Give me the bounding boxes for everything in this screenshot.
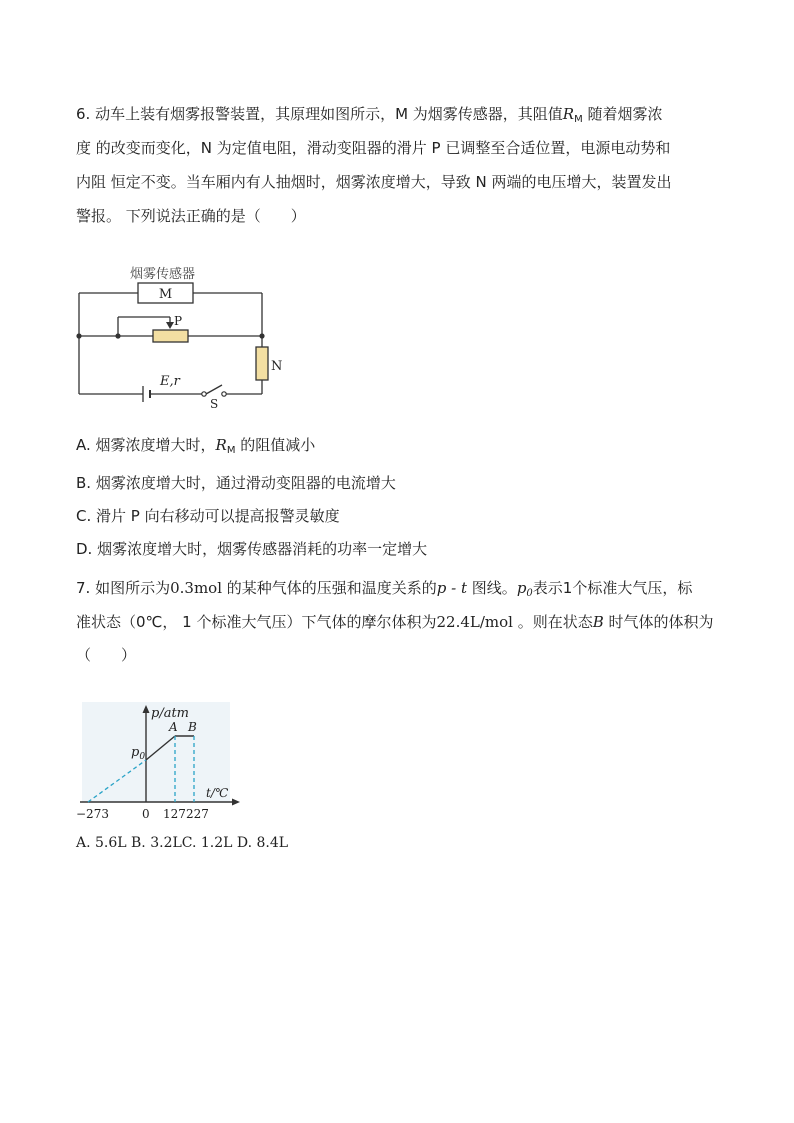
q6-line-4: 警报。 下列说法正确的是（ ）	[76, 207, 306, 225]
q6-line-1	[76, 104, 663, 130]
n-label: N	[271, 359, 283, 374]
circuit-diagram	[70, 258, 283, 411]
tick-neg273: −273	[76, 807, 109, 821]
rheostat	[153, 330, 188, 342]
rm-symbol: R	[215, 436, 227, 454]
q7-text: 7. 如图所示为	[76, 579, 171, 597]
q7-amount: 0.3mol	[170, 579, 223, 597]
point-b-label: B	[188, 720, 197, 734]
q7-text: 图线。	[467, 579, 517, 597]
tick-227: 227	[186, 807, 209, 821]
q7-text: 时气体的体积为	[603, 613, 714, 631]
rm-symbol: R	[562, 105, 575, 123]
q7-options: A. 5.6L B. 3.2LC. 1.2L D. 8.4L	[76, 835, 289, 851]
q7-text: 表示1个标准大气压，标	[532, 579, 693, 597]
m-label: M	[158, 287, 173, 302]
q7-line-3: （ ）	[76, 646, 137, 664]
option-a-text: 的阻值减小	[235, 436, 316, 454]
pt-graph	[72, 698, 252, 826]
q6-option-b: B. 烟雾浓度增大时，通过滑动变阻器的电流增大	[76, 474, 396, 492]
q6-option-a	[76, 435, 315, 461]
q7-line-1	[76, 578, 692, 604]
s-label: S	[210, 397, 219, 411]
p0-subscript: 0	[526, 588, 533, 599]
y-axis-label: p/atm	[151, 706, 190, 721]
p-label: P	[174, 314, 183, 328]
rm-subscript: M	[574, 114, 583, 125]
q6-text: 6. 动车上装有烟雾报警装置，其原理如图所示，M 为烟雾传感器，其阻值	[76, 105, 563, 123]
state-b-symbol: B	[592, 613, 604, 631]
q6-text: 随着烟雾浓	[582, 105, 663, 123]
q7-line-2	[76, 612, 714, 632]
point-a-label: A	[169, 720, 178, 734]
q7-text: 准状态（0℃， 1 个标准大气压）下气体的摩尔体积为	[76, 613, 437, 631]
q6-option-c: C. 滑片 P 向右移动可以提高报警灵敏度	[76, 507, 340, 525]
x-axis-label: t/℃	[206, 786, 229, 800]
p0-label: $p_0$	[131, 745, 146, 762]
q6-line-3: 内阻 恒定不变。当车厢内有人抽烟时，烟雾浓度增大，导致 N 两端的电压增大，装置发出	[76, 173, 672, 191]
tick-127: 127	[163, 807, 186, 821]
rm-subscript: M	[226, 445, 236, 456]
q7-text: 。则在状态	[512, 613, 593, 631]
er-label: E,r	[160, 374, 180, 389]
p0-symbol: p	[516, 579, 527, 597]
q7-text: 的某种气体的压强和温度关系的	[222, 579, 437, 597]
tick-0: 0	[142, 807, 150, 821]
resistor-n	[256, 347, 268, 380]
molar-volume: 22.4L/mol	[436, 613, 513, 631]
sensor-label: 烟雾传感器	[130, 267, 196, 282]
q6-option-d: D. 烟雾浓度增大时，烟雾传感器消耗的功率一定增大	[76, 540, 428, 558]
q6-line-2: 度 的改变而变化，N 为定值电阻，滑动变阻器的滑片 P 已调整至合适位置，电源电动势和	[76, 139, 671, 157]
option-a-text: A. 烟雾浓度增大时，	[76, 436, 216, 454]
q7-pt-symbol: p - t	[436, 579, 468, 597]
